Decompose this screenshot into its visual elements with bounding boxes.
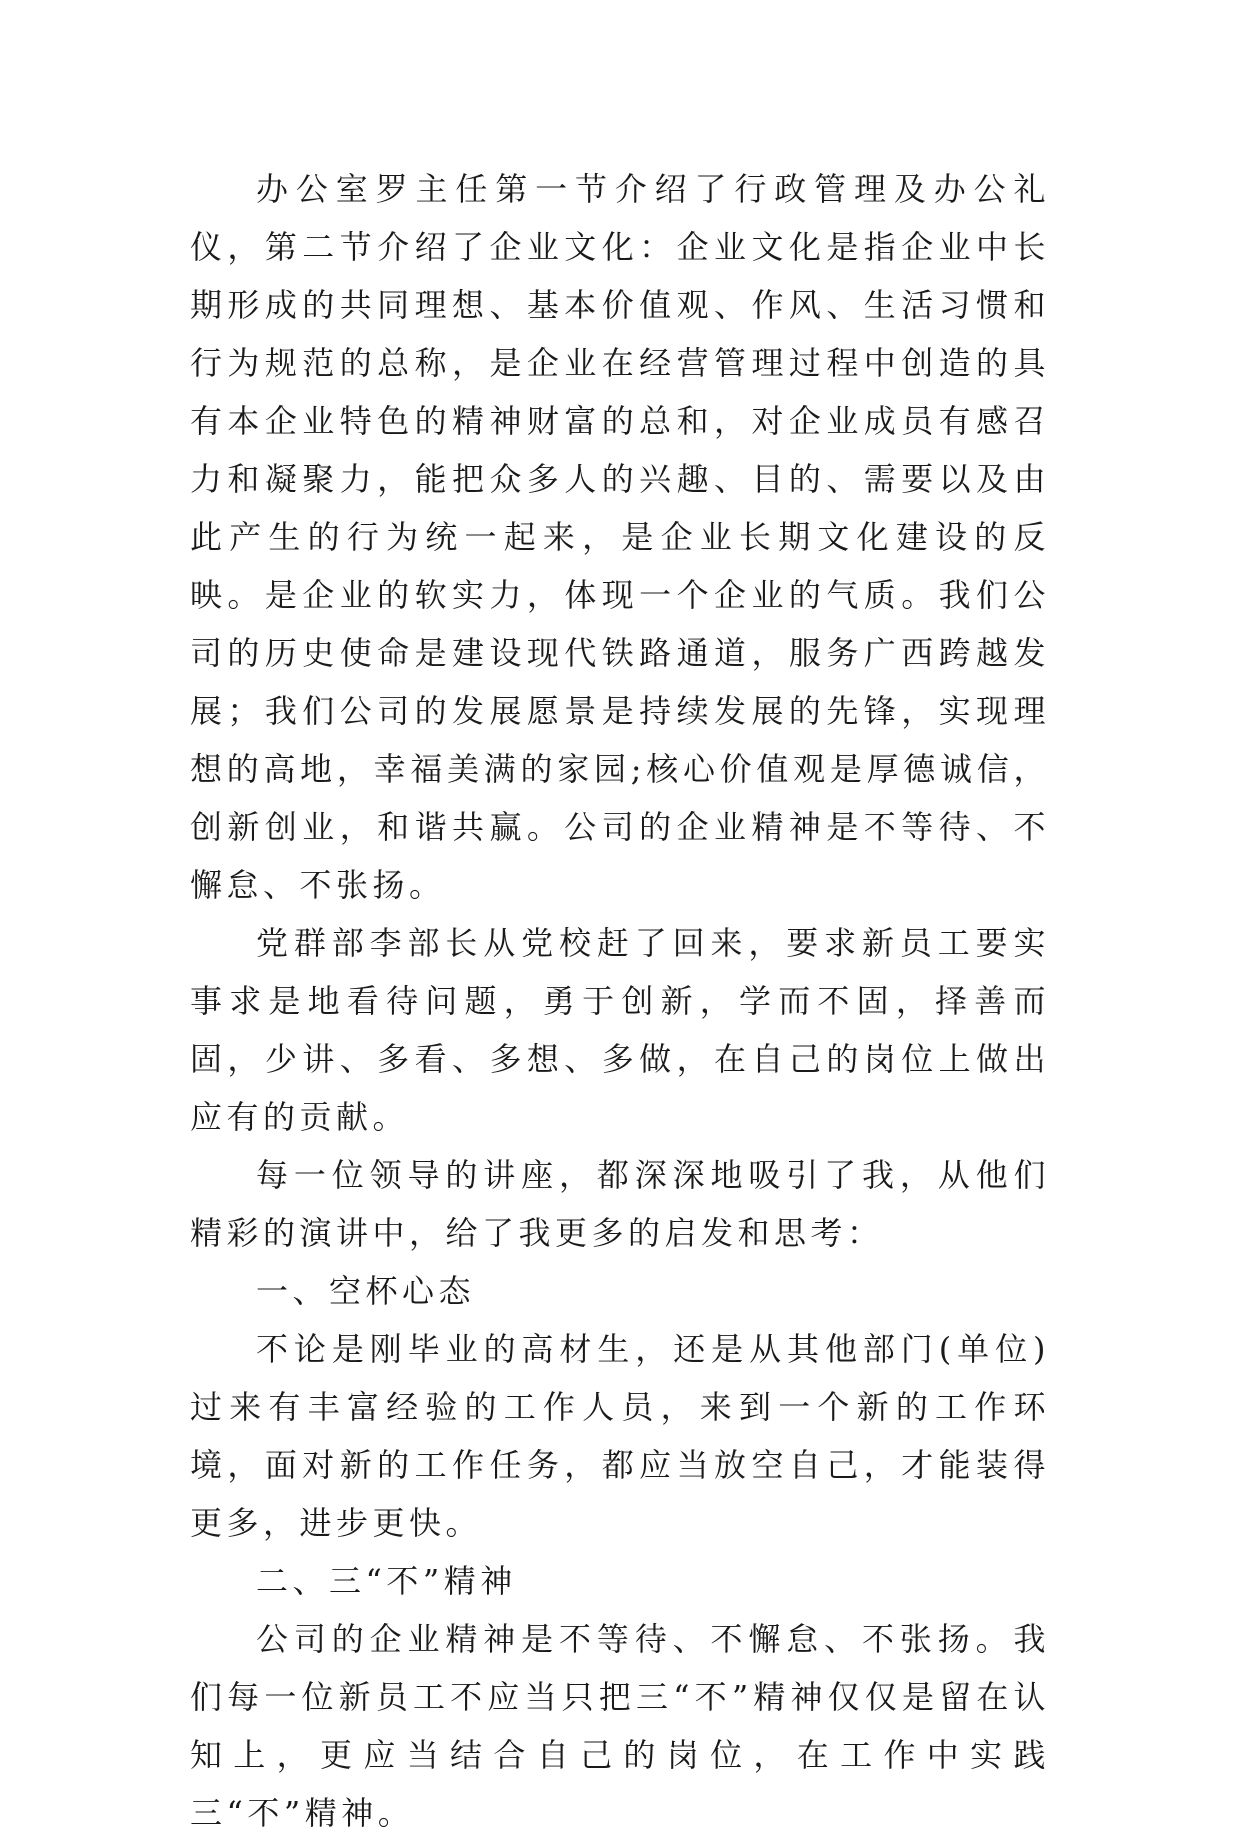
section-heading-three-no-spirit: 二、三“不”精神	[256, 1562, 517, 1600]
section-heading-empty-cup: 一、空杯心态	[256, 1272, 476, 1310]
paragraph-empty-cup: 不论是刚毕业的高材生，还是从其他部门(单位)过来有丰富经验的工作人员，来到一个新的工作环境，面对新的工作任务，都应当放空自己，才能装得更多，进步更快。	[190, 1330, 1050, 1542]
paragraph-lectures-inspiration: 每一位领导的讲座，都深深地吸引了我，从他们精彩的演讲中，给了我更多的启发和思考：	[190, 1156, 1050, 1252]
paragraph-party-department: 党群部李部长从党校赶了回来，要求新员工要实事求是地看待问题，勇于创新，学而不固，择善而固，少讲、多看、多想、多做，在自己的岗位上做出应有的贡献。	[190, 924, 1050, 1136]
document-body	[190, 160, 1050, 1842]
paragraph-three-no-spirit: 公司的企业精神是不等待、不懈怠、不张扬。我们每一位新员工不应当只把三“不”精神仅仅是留在认知上，更应当结合自己的岗位，在工作中实践三“不”精神。	[190, 1620, 1050, 1832]
paragraph-corporate-culture: 办公室罗主任第一节介绍了行政管理及办公礼仪，第二节介绍了企业文化：企业文化是指企业中长期形成的共同理想、基本价值观、作风、生活习惯和行为规范的总称，是企业在经营管理过程中创造的具有本企业特色的精神财富的总和，对企业成员有感召力和凝聚力，能把众多人的兴趣、目的、需要以及由此产生的行为统一起来，是企业长期文化建设的反映。是企业的软实力，体现一个企业的气质。我们公司的历史使命是建设现代铁路通道，服务广西跨越发展；我们公司的发展愿景是持续发展的先锋，实现理想的高地，幸福美满的家园;核心价值观是厚德诚信，创新创业，和谐共赢。公司的企业精神是不等待、不懈怠、不张扬。	[190, 170, 1050, 904]
